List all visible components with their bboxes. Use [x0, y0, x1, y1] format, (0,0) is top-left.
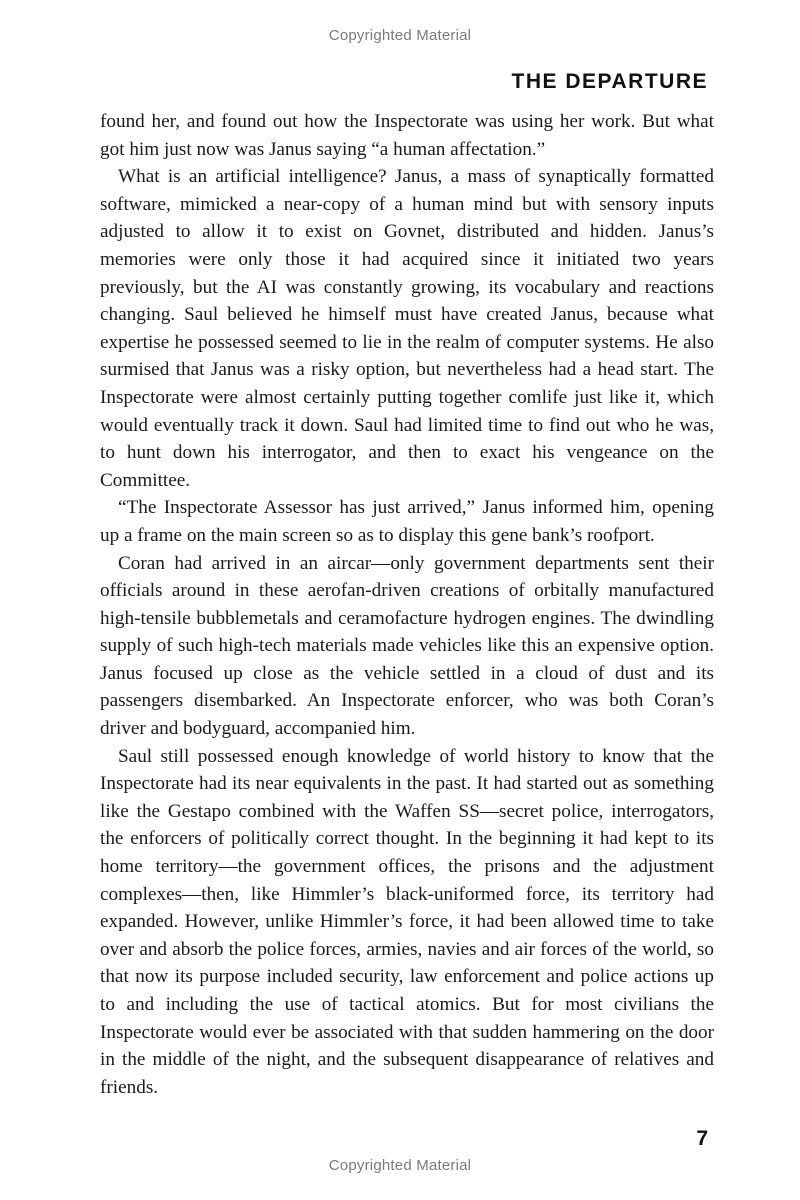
paragraph-1: found her, and found out how the Inspectorate was using her work. But what got him just now was Janus saying “a human affectation.”	[100, 111, 714, 160]
paragraph-2: What is an artificial intelligence? Janus, a mass of synaptically formatted software, mimicked a near-copy of a human mind but with sensory inputs adjusted to allow it to exist on Govnet, distributed and hidden. Janus’s memories were only those it had acquired since it initiated two years previously, but the AI was constantly growing, its vocabulary and reactions changing. Saul believed he himself must have created Janus, because what expertise he possessed seemed to lie in the realm of computer systems. He also surmised that Janus was a risky option, but nevertheless had a head start. The Inspectorate were almost certainly putting together comlife just like it, which would eventually track it down. Saul had limited time to find out who he was, to hunt down his interrogator, and then to exact his vengeance on the Committee.	[100, 166, 714, 491]
running-head: THE DEPARTURE	[511, 70, 708, 93]
copyright-watermark-bottom: Copyrighted Material	[328, 1157, 472, 1174]
body-text	[100, 108, 714, 1101]
copyright-watermark-top: Copyrighted Material	[328, 27, 472, 44]
paragraph-4: Coran had arrived in an aircar—only government departments sent their officials around in these aerofan-driven creations of orbitally manufactured high-tensile bubblemetals and ceramofacture hydrogen engines. The dwindling supply of such high-tech materials made vehicles like this an expensive option. Janus focused up close as the vehicle settled in a cloud of dust and its passengers disembarked. An Inspectorate enforcer, who was both Coran’s driver and bodyguard, accompanied him.	[100, 552, 714, 740]
paragraph-3: “The Inspectorate Assessor has just arrived,” Janus informed him, opening up a frame on the main screen so as to display this gene bank’s roofport.	[100, 497, 714, 546]
paragraph-5: Saul still possessed enough knowledge of world history to know that the Inspectorate had its near equivalents in the past. It had started out as something like the Gestapo combined with the Waffen SS—secret police, interrogators, the enforcers of politically correct thought. In the beginning it had kept to its home territory—the government offices, the prisons and the adjustment complexes—then, like Himmler’s black-uniformed force, its territory had expanded. However, unlike Himmler’s force, it had been allowed time to take over and absorb the police forces, armies, navies and air forces of the world, so that now its purpose included security, law enforcement and police actions up to and including the use of tactical atomics. But for most civilians the Inspectorate would ever be associated with that sudden hammering on the door in the middle of the night, and the subsequent disappearance of relatives and friends.	[100, 745, 714, 1098]
page-number: 7	[696, 1127, 708, 1150]
